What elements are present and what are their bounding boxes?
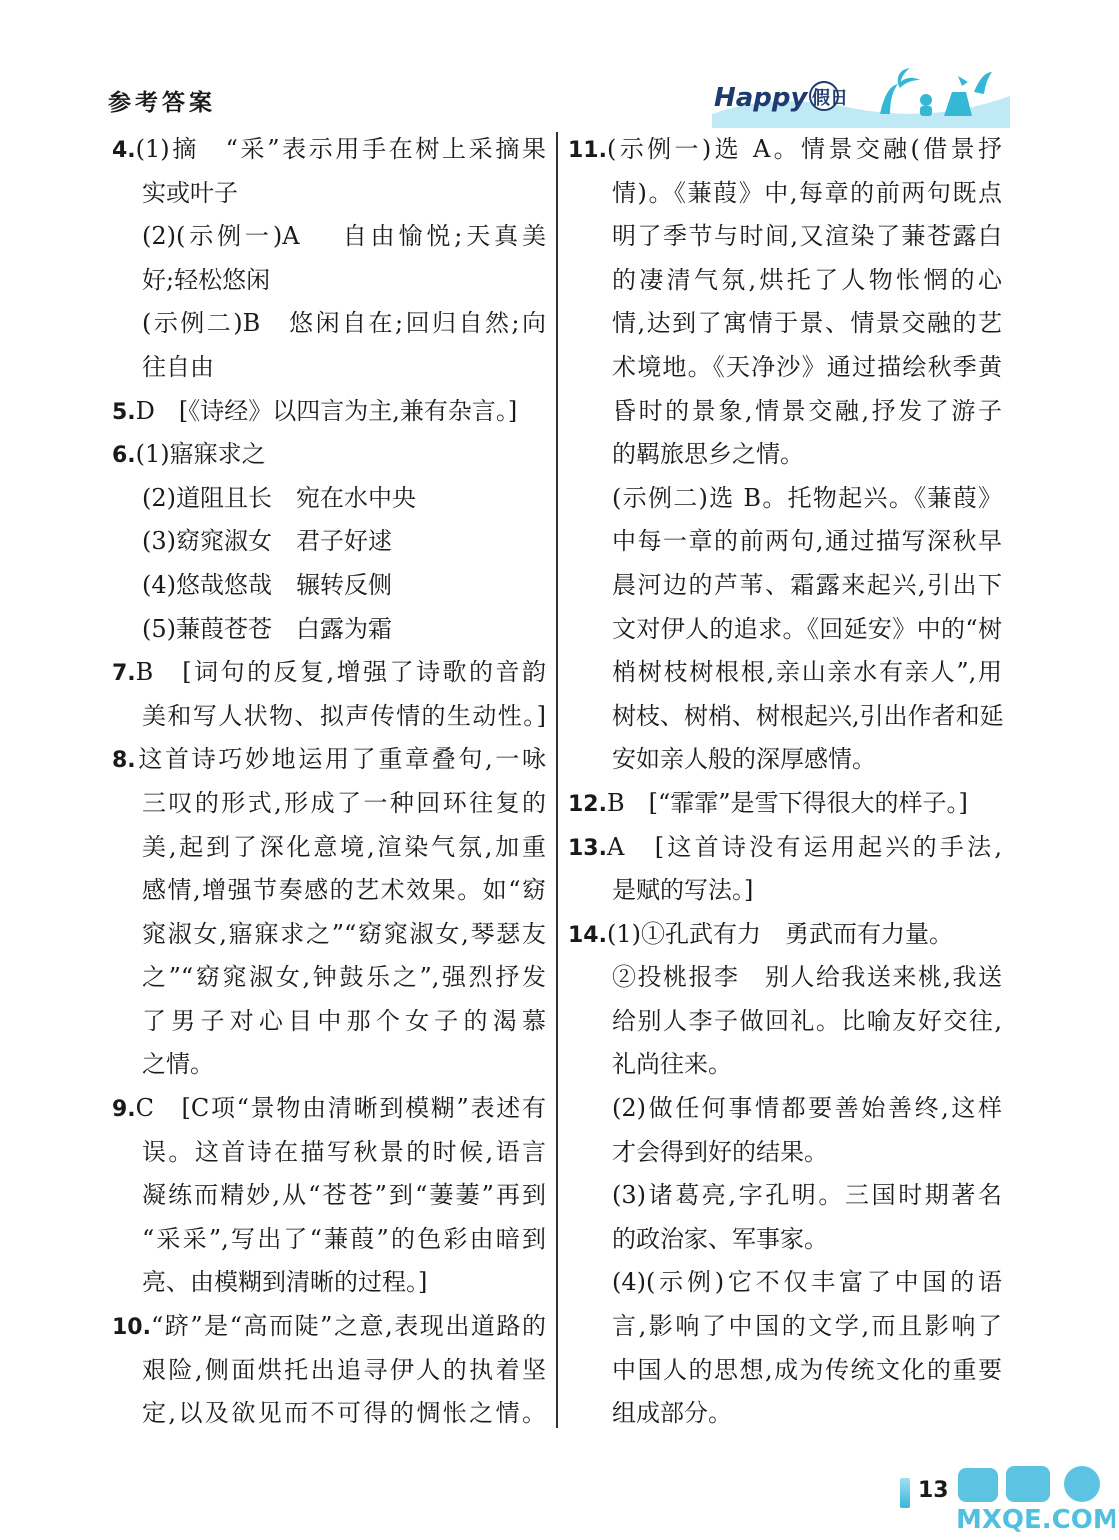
- answer-line: [568, 956, 1002, 1000]
- answer-line: [112, 1174, 546, 1218]
- column-divider: [556, 132, 558, 1428]
- answer-line: [112, 346, 546, 390]
- answer-text: 美,起到了深化意境,渲染气氛,加重: [142, 832, 546, 861]
- answer-text: (3)诸葛亮,字孔明。三国时期著名: [612, 1181, 1002, 1210]
- logo-badge-text: 假日: [812, 88, 848, 109]
- answer-line: [568, 390, 1002, 434]
- answer-text: 情)。《蒹葭》中,每章的前两句既点: [612, 178, 1002, 207]
- answer-line: [112, 1131, 546, 1175]
- answer-line: [112, 215, 546, 259]
- logo-happy-text: Happy: [714, 83, 808, 113]
- answer-line: [568, 782, 1002, 826]
- answer-line: [568, 695, 1002, 739]
- answer-line: [112, 651, 546, 695]
- answer-line: [568, 913, 1002, 957]
- answer-text: 好;轻松悠闲: [142, 265, 271, 294]
- answer-text: “跻”是“高而陡”之意,表现出道路的: [150, 1312, 546, 1341]
- answer-text: 树枝、树梢、树根起兴,引出作者和延: [612, 701, 1004, 730]
- answer-line: [568, 259, 1002, 303]
- answer-line: [112, 433, 546, 477]
- answer-text: (3)窈窕淑女 君子好逑: [142, 527, 392, 556]
- answer-text: B [词句的反复,增强了诗歌的音韵: [135, 658, 546, 687]
- answer-text: 艰险,侧面烘托出追寻伊人的执着坚: [142, 1355, 546, 1384]
- answer-line: [112, 695, 546, 739]
- answer-line: [568, 1349, 1002, 1393]
- answer-line: [112, 608, 546, 652]
- answer-line: [568, 869, 1002, 913]
- question-number: 13.: [568, 835, 607, 861]
- answer-line: [568, 128, 1002, 172]
- answer-text: 言,影响了中国的文学,而且影响了: [612, 1312, 1002, 1341]
- answer-line: [568, 1218, 1002, 1262]
- answer-text: (1)①孔武有力 勇武而有力量。: [606, 919, 953, 948]
- answer-line: [112, 1305, 546, 1349]
- answer-line: [112, 302, 546, 346]
- answer-line: [568, 651, 1002, 695]
- answer-line: [112, 1392, 546, 1436]
- answer-text: 是赋的写法。]: [612, 876, 754, 905]
- answer-text: 之情。: [142, 1050, 214, 1079]
- question-number: 4.: [112, 138, 136, 163]
- answer-text: (5)蒹葭苍苍 白露为霜: [142, 614, 392, 643]
- answer-line: [112, 564, 546, 608]
- answer-line: [112, 172, 546, 216]
- answer-text: (示例二)B 悠闲自在;回归自然;向: [142, 309, 546, 338]
- answer-text: 礼尚往来。: [612, 1050, 732, 1079]
- answer-text: “采采”,写出了“蒹葭”的色彩由暗到: [142, 1224, 546, 1253]
- answer-text: 才会得到好的结果。: [612, 1137, 828, 1166]
- question-number: 10.: [112, 1315, 151, 1341]
- answer-line: [568, 1043, 1002, 1087]
- answer-line: [568, 738, 1002, 782]
- answer-text: (4)(示例)它不仅丰富了中国的语: [612, 1268, 1002, 1297]
- watermark-text: MXQE.COM: [956, 1505, 1115, 1535]
- answer-text: 文对伊人的追求。《回延安》中的“树: [612, 614, 1002, 643]
- answer-line: [112, 782, 546, 826]
- question-number: 9.: [112, 1097, 136, 1123]
- answer-line: [568, 1261, 1002, 1305]
- right-answer-column: [568, 128, 1002, 1436]
- answer-line: [568, 302, 1002, 346]
- answer-line: [112, 826, 546, 870]
- answer-line: [568, 826, 1002, 870]
- happy-holiday-logo: [712, 62, 1010, 128]
- answer-line: [112, 520, 546, 564]
- answer-line: [112, 869, 546, 913]
- answer-text: (4)悠哉悠哉 辗转反侧: [142, 570, 392, 599]
- question-number: 5.: [112, 399, 136, 425]
- answer-text: 情,达到了寓情于景、情景交融的艺: [612, 309, 1002, 338]
- answer-text: 误。这首诗在描写秋景的时候,语言: [142, 1137, 546, 1166]
- answer-line: [112, 1261, 546, 1305]
- answer-text: (2)做任何事情都要善始善终,这样: [612, 1094, 1002, 1123]
- answer-text: 昏时的景象,情景交融,抒发了游子: [612, 396, 1002, 425]
- answer-text: 的凄清气氛,烘托了人物怅惘的心: [612, 265, 1002, 294]
- answer-text: B [“霏霏”是雪下得很大的样子。]: [606, 788, 968, 817]
- answer-line: [568, 346, 1002, 390]
- left-answer-column: [112, 128, 546, 1436]
- page-number-marker: [900, 1478, 910, 1508]
- mxqe-watermark: [950, 1458, 1115, 1536]
- answer-line: [568, 1392, 1002, 1436]
- question-number: 6.: [112, 443, 136, 469]
- header-title: 参考答案: [108, 89, 216, 116]
- answer-line: [568, 1305, 1002, 1349]
- question-number: 14.: [568, 922, 607, 948]
- answer-text: 凝练而精妙,从“苍苍”到“萋萋”再到: [142, 1181, 546, 1210]
- answer-line: [112, 477, 546, 521]
- answer-text: D [《诗经》以四言为主,兼有杂言。]: [135, 396, 518, 425]
- answer-line: [112, 259, 546, 303]
- answer-text: 安如亲人般的深厚感情。: [612, 745, 876, 774]
- answer-text: (示例二)选 B。托物起兴。《蒹葭》: [612, 483, 1002, 512]
- answer-text: 中国人的思想,成为传统文化的重要: [612, 1355, 1002, 1384]
- answer-text: 术境地。《天净沙》通过描绘秋季黄: [612, 352, 1002, 381]
- answer-text: 明了季节与时间,又渲染了蒹苍露白: [612, 222, 1002, 251]
- answer-text: 这首诗巧妙地运用了重章叠句,一咏: [135, 745, 546, 774]
- answer-line: [568, 1087, 1002, 1131]
- answer-line: [112, 128, 546, 172]
- question-number: 12.: [568, 791, 607, 817]
- answer-text: 往自由: [142, 352, 214, 381]
- answer-line: [568, 1131, 1002, 1175]
- answer-text: 三叹的形式,形成了一种回环往复的: [142, 788, 546, 817]
- answer-line: [568, 608, 1002, 652]
- answer-line: [568, 1174, 1002, 1218]
- answer-text: 实或叶子: [142, 178, 238, 207]
- answer-line: [112, 956, 546, 1000]
- answer-text: 了男子对心目中那个女子的渴慕: [142, 1006, 546, 1035]
- answer-line: [568, 520, 1002, 564]
- answer-text: 亮、由模糊到清晰的过程。]: [142, 1268, 428, 1297]
- answer-line: [112, 1349, 546, 1393]
- answer-text: (1)摘 “采”表示用手在树上采摘果: [135, 135, 546, 163]
- answer-text: 给别人李子做回礼。比喻友好交往,: [612, 1006, 1002, 1035]
- answer-text: 窕淑女,寤寐求之”“窈窕淑女,琴瑟友: [142, 919, 546, 948]
- answer-text: 之”“窈窕淑女,钟鼓乐之”,强烈抒发: [142, 963, 546, 992]
- question-number: 8.: [112, 748, 136, 774]
- answer-text: 的羁旅思乡之情。: [612, 440, 804, 469]
- answer-text: 定,以及欲见而不可得的惆怅之情。: [142, 1399, 546, 1428]
- question-number: 11.: [568, 138, 607, 163]
- answer-line: [568, 477, 1002, 521]
- answer-text: 美和写人状物、拟声传情的生动性。]: [142, 701, 546, 730]
- answer-text: 感情,增强节奏感的艺术效果。如“窈: [142, 876, 546, 905]
- answer-line: [568, 433, 1002, 477]
- answer-text: A [这首诗没有运用起兴的手法,: [606, 832, 1002, 861]
- answer-line: [112, 390, 546, 434]
- answer-line: [112, 913, 546, 957]
- answer-line: [568, 172, 1002, 216]
- answer-line: [112, 1000, 546, 1044]
- answer-line: [112, 1218, 546, 1262]
- question-number: 7.: [112, 661, 136, 687]
- answer-text: 组成部分。: [612, 1399, 732, 1428]
- answer-text: 中每一章的前两句,通过描写深秋早: [612, 527, 1002, 556]
- answer-text: C [C项“景物由清晰到模糊”表述有: [135, 1094, 546, 1123]
- answer-text: ②投桃报李 别人给我送来桃,我送: [612, 963, 1002, 992]
- answer-text: 晨河边的芦苇、霜露来起兴,引出下: [612, 570, 1002, 599]
- answer-line: [568, 215, 1002, 259]
- answer-text: (2)道阻且长 宛在水中央: [142, 483, 416, 512]
- answer-text: (2)(示例一)A 自由愉悦;天真美: [142, 222, 546, 251]
- answer-line: [568, 564, 1002, 608]
- page-number: 13: [918, 1478, 949, 1503]
- answer-line: [112, 1043, 546, 1087]
- answer-text: (示例一)选 A。情景交融(借景抒: [606, 135, 1002, 163]
- answer-line: [112, 1087, 546, 1131]
- answer-text: 梢树枝树根根,亲山亲水有亲人”,用: [612, 658, 1002, 687]
- answer-text: 的政治家、军事家。: [612, 1224, 828, 1253]
- answer-line: [568, 1000, 1002, 1044]
- answer-line: [112, 738, 546, 782]
- answer-text: (1)寤寐求之: [135, 440, 266, 469]
